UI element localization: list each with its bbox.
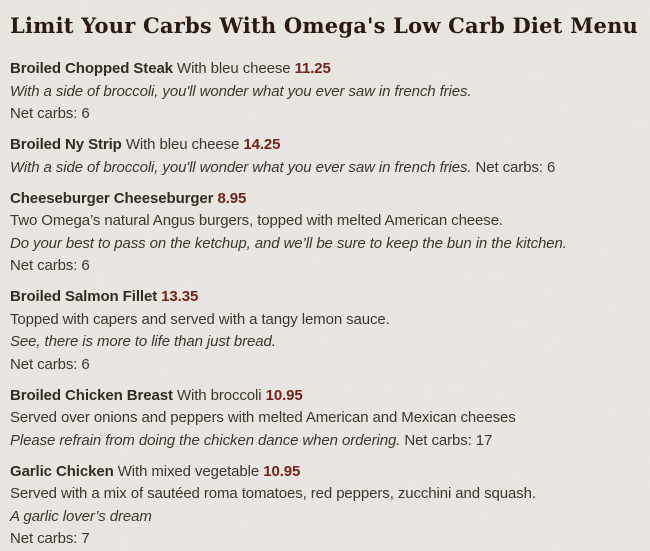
item-description-line bbox=[10, 331, 638, 354]
menu-items-list bbox=[10, 58, 638, 551]
menu-item bbox=[10, 286, 638, 376]
menu-item bbox=[10, 461, 638, 551]
item-description-line bbox=[10, 309, 638, 332]
item-price: 8.95 bbox=[217, 189, 247, 207]
item-description-line bbox=[10, 407, 638, 430]
item-name: Broiled Chopped Steak bbox=[10, 60, 173, 77]
item-subtitle: With mixed vegetable bbox=[117, 462, 260, 480]
item-price: 13.35 bbox=[161, 288, 199, 305]
menu-item-heading bbox=[10, 58, 638, 81]
menu-item-heading bbox=[10, 134, 638, 157]
description-text: Served with a mix of sautéed roma tomatoes, red peppers, zucchini and squash. bbox=[10, 485, 536, 502]
description-text: With a side of broccoli, you'll wonder what you ever saw in french fries. bbox=[10, 158, 472, 176]
net-carbs-text: Net carbs: 6 bbox=[471, 158, 556, 176]
description-text: A garlic lover’s dream bbox=[10, 507, 152, 525]
item-description-line bbox=[10, 103, 638, 126]
description-text: Served over onions and peppers with melted American and Mexican cheeses bbox=[10, 409, 516, 426]
net-carbs-text: Net carbs: 17 bbox=[400, 431, 493, 449]
menu-content bbox=[10, 11, 638, 551]
description-text: Topped with capers and served with a tangy lemon sauce. bbox=[10, 310, 390, 328]
menu-item-heading bbox=[10, 188, 638, 211]
item-name: Broiled Chicken Breast bbox=[10, 386, 173, 404]
item-name: Cheeseburger Cheeseburger bbox=[10, 189, 214, 207]
item-price: 10.95 bbox=[265, 386, 303, 404]
net-carbs-text: Net carbs: 7 bbox=[10, 530, 90, 547]
item-description-line bbox=[10, 483, 638, 506]
menu-item bbox=[10, 385, 638, 453]
item-description-line bbox=[10, 255, 638, 278]
menu-item bbox=[10, 58, 638, 126]
item-description-line bbox=[10, 528, 638, 551]
item-description-line bbox=[10, 430, 638, 453]
item-name: Broiled Salmon Fillet bbox=[10, 288, 158, 305]
menu-item-heading bbox=[10, 385, 638, 408]
description-text: See, there is more to life than just bread. bbox=[10, 333, 276, 350]
description-text: Two Omega’s natural Angus burgers, topped with melted American cheese. bbox=[10, 212, 504, 229]
item-description-line bbox=[10, 354, 638, 377]
net-carbs-text: Net carbs: 6 bbox=[10, 105, 90, 122]
item-description-line bbox=[10, 210, 638, 233]
item-price: 10.95 bbox=[263, 462, 301, 480]
item-price: 11.25 bbox=[294, 60, 331, 77]
item-subtitle: With bleu cheese bbox=[125, 136, 240, 153]
item-price: 14.25 bbox=[243, 136, 281, 153]
item-subtitle: With broccoli bbox=[176, 386, 262, 404]
item-description-line bbox=[10, 81, 638, 104]
item-name: Broiled Ny Strip bbox=[10, 136, 122, 153]
item-description-line bbox=[10, 233, 638, 256]
menu-item bbox=[10, 188, 638, 278]
menu-item-heading bbox=[10, 461, 638, 484]
description-text: Do your best to pass on the ketchup, and we’ll be sure to keep the bun in the kitchen. bbox=[10, 234, 567, 252]
menu-item-heading bbox=[10, 286, 638, 309]
item-description-line bbox=[10, 157, 638, 180]
menu-title: Limit Your Carbs With Omega's Low Carb Diet Menu bbox=[10, 13, 639, 38]
menu-item bbox=[10, 134, 638, 179]
description-text: With a side of broccoli, you'll wonder what you ever saw in french fries. bbox=[10, 82, 472, 100]
item-description-line bbox=[10, 506, 638, 529]
item-name: Garlic Chicken bbox=[10, 462, 114, 480]
description-text: Please refrain from doing the chicken dance when ordering. bbox=[10, 431, 401, 449]
item-subtitle: With bleu cheese bbox=[177, 60, 291, 77]
net-carbs-text: Net carbs: 6 bbox=[10, 355, 90, 373]
net-carbs-text: Net carbs: 6 bbox=[10, 257, 90, 274]
